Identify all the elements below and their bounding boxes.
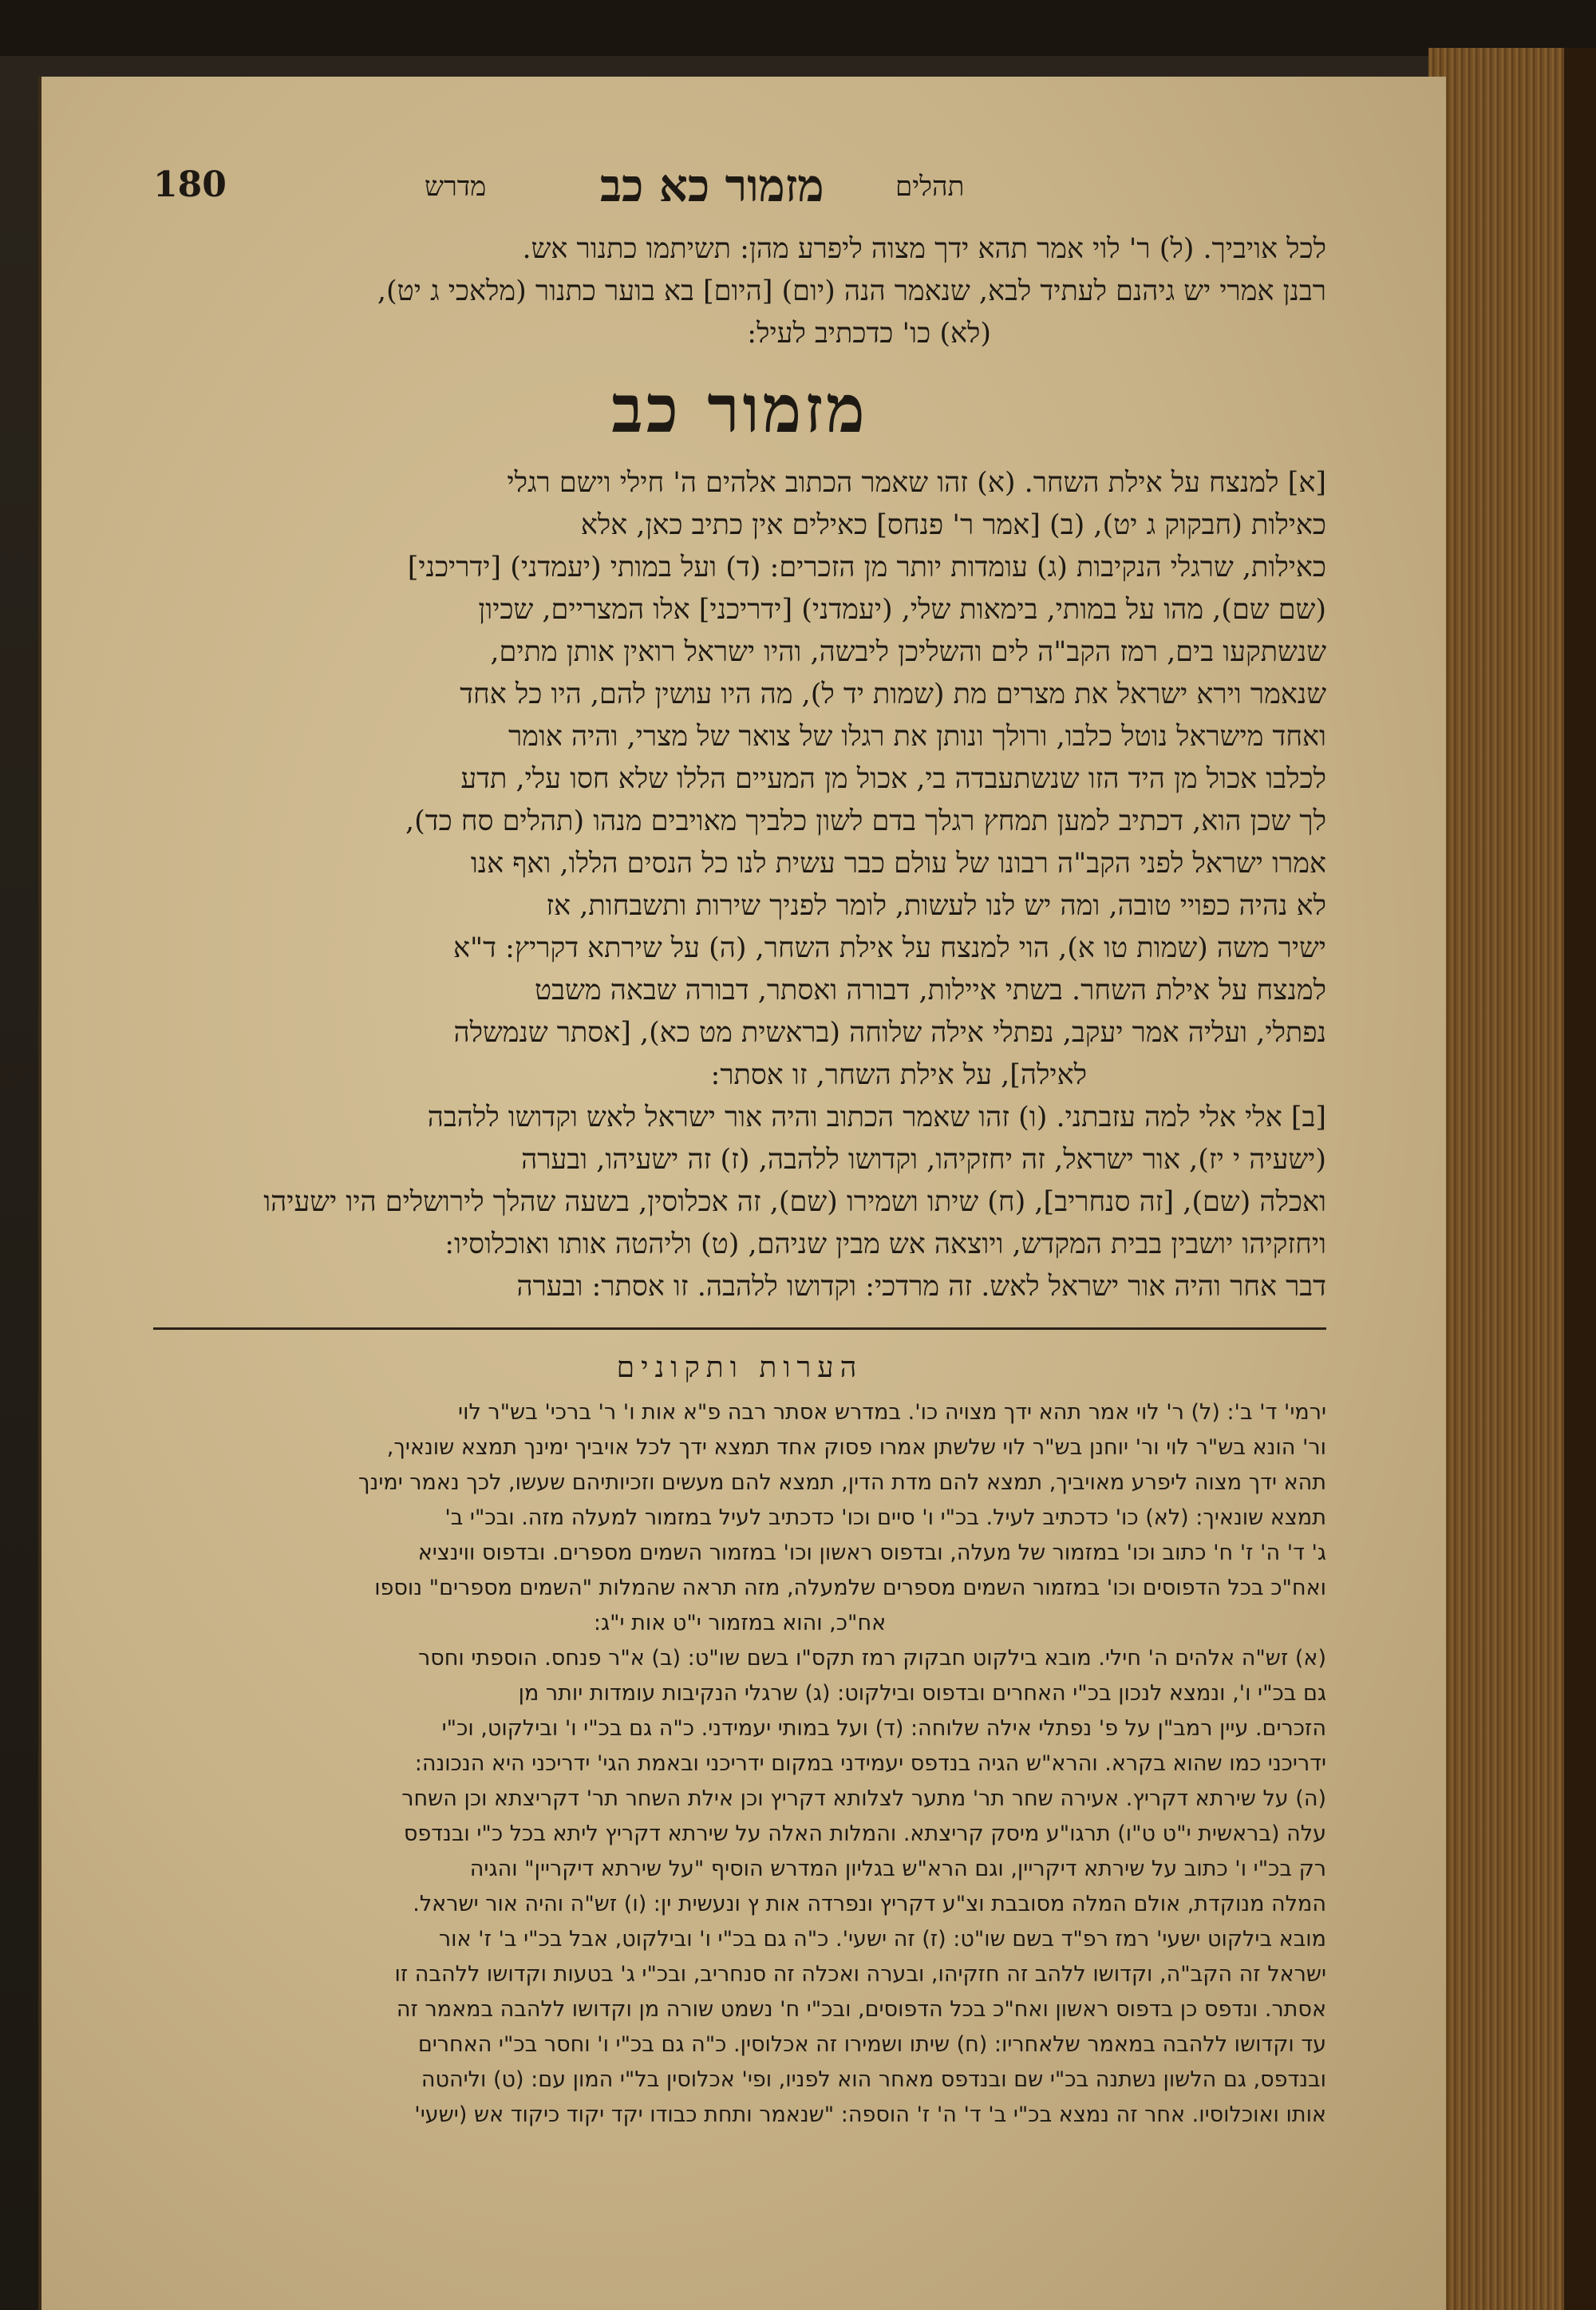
text-line: ויחזקיהו יושבין בבית המקדש, ויוצאה אש מבין שניהם, (ט) וליהטה אותו ואוכלוסיו:: [444, 1228, 1326, 1260]
text-line: [ב] אלי אלי למה עזבתני. (ו) זהו שאמר הכתוב והיה אור ישראל לאש וקדושו ללהבה: [427, 1102, 1326, 1133]
note-line: מובא בילקוט ישעי' רמז רפ"ד בשם שו"ט: (ז) זה ישעי'. כ"ה גם בכ"י ו' ובילקוט, אבל בכ"י ב' ז' אור: [438, 1927, 1326, 1952]
note-line: המלה מנוקדת, אולם המלה מסובבת וצ"ע דקריץ ונפרדה אות ץ ונעשית ין: (ו) זש"ה והיה אור ישראל.: [413, 1892, 1326, 1916]
note-line: ישראל זה הקב"ה, וקדושו ללהב זה חזקיהו, ובערה ואכלה זה סנחריב, ובכ"י ג' בטעות וקדושו ללהבה זו: [394, 1962, 1326, 1987]
text-line: [א] למנצח על אילת השחר. (א) זהו שאמר הכתוב אלהים ה' חילי וישם רגלי: [507, 467, 1326, 499]
note-line: גם בכ"י ו', ונמצא לנכון בכ"י האחרים ובדפוס ובילקוט: (ג) שרגלי הנקיבות עומדות יותר מן: [518, 1681, 1326, 1706]
text-line: דבר אחר והיה אור ישראל לאש. זה מרדכי: וקדושו ללהבה. זו אסתר: ובערה: [516, 1271, 1326, 1303]
note-line: ידריכני כמו שהוא בקרא. והרא"ש הגיה בנדפס יעמידני במקום ידריכני ובאמת הגי' ידריכני היא הנכונה:: [414, 1751, 1326, 1776]
note-line: הזכרים. עיין רמב"ן על פ' נפתלי אילה שלוחה: (ד) ועל במותי יעמידני. כ"ה גם בכ"י ו' ובילקוט, וכ"י: [441, 1716, 1326, 1741]
text-line: לכל אויביך. (ל) ר' לוי אמר תהא ידך מצוה ליפרע מהן: תשיתמו כתנור אש.: [522, 233, 1326, 265]
text-line: כאילות (חבקוק ג יט), (ב) [אמר ר' פנחס] כאילים אין כתיב כאן, אלא: [580, 509, 1326, 541]
note-line: אסתר. ונדפס כן בדפוס ראשון ואח"כ בכל הדפוסים, ובכ"י ח' נשמט שורה מן וקדושו ללהבה במאמר זה: [396, 1997, 1326, 2022]
text-line: (שם שם), מהו על במותי, בימאות שלי, (יעמדני) [ידריכני] אלו המצריים, שכיון: [478, 594, 1326, 626]
notes-heading: הערות ותקונים: [616, 1351, 863, 1384]
text-line: ואכלה (שם), [זה סנחריב], (ח) שיתו ושמירו (שם), זה אכלוסין, בשעה שהלך לירושלים היו ישעיהו: [263, 1186, 1326, 1218]
note-line: ובנדפס, גם הלשון נשתנה בכ"י שם ובנדפס מאחר הוא לפניו, ופי' אכלוסין בל"י המון עם: (ט) וליהטה: [421, 2067, 1326, 2092]
notes-section: [153, 1395, 1326, 2133]
psalm-heading: מזמור כב: [611, 371, 868, 448]
text-line: למנצח על אילת השחר. בשתי איילות, דבורה ואסתר, דבורה שבאה משבט: [535, 975, 1326, 1007]
text-line: שנשתקעו בים, רמז הקב"ה לים והשליכן ליבשה, והיו ישראל רואין אותן מתים,: [490, 636, 1326, 668]
header-psalm-title: מזמור כא כב: [600, 160, 824, 212]
note-line: (ה) על שירתא דקריץ. אעירה שחר תר' מתער לצלותא דקריץ וכן אילת השחר תר' דקריצתא וכן השחר: [401, 1786, 1326, 1811]
main-text: [153, 462, 1326, 1308]
note-line: ואח"כ בכל הדפוסים וכו' במזמור השמים מספרים שלמעלה, מזה תראה שהמלות "השמים מספרים" נוספו: [374, 1576, 1326, 1600]
note-line: עד וקדושו ללהבה במאמר שלאחריו: (ח) שיתו ושמירו זה אכלוסין. כ"ה גם בכ"י ו' וחסר בכ"י האחרים: [417, 2032, 1326, 2057]
text-line: לא נהיה כפויי טובה, ומה יש לנו לעשות, לומר לפניך שירות ותשבחות, אז: [546, 890, 1326, 922]
text-line: שנאמר וירא ישראל את מצרים מת (שמות יד ל), מה היו עושין להם, היו כל אחד: [460, 678, 1326, 710]
book-cover-edge: [1564, 48, 1596, 2310]
header-book-name: תהלים: [895, 171, 965, 203]
text-line: (לא) כו' כדכתיב לעיל:: [747, 318, 991, 350]
note-line: ור' הונא בש"ר לוי ור' יוחנן בש"ר לוי שלשתן אמרו פסוק אחד תמצא ידך לכל אויביך ימינך תמצא שונאיך,: [386, 1435, 1326, 1460]
note-line: ג' ד' ה' ז' ח' כתוב וכו' במזמור של מעלה, ובדפוס ראשון וכו' במזמור השמים מספרים. ובדפוס ווינציא: [417, 1541, 1326, 1565]
text-line: כאילות, שרגלי הנקיבות (ג) עומדות יותר מן הזכרים: (ד) ועל במותי (יעמדני) [ידריכני]: [407, 552, 1326, 583]
running-header: [153, 160, 1326, 228]
note-line: עלה (בראשית י"ט ט"ו) תרגו"ע מיסק קריצתא. והמלות האלה על שירתא דקריץ ליתא בכל כ"י ובנדפס: [403, 1821, 1326, 1846]
top-continuation: [153, 228, 1326, 355]
note-line: רק בכ"י ו' כתוב על שירתא דיקריין, וגם הרא"ש בגליון המדרש הוסיף "על שירתא דיקריין" והגיה: [469, 1857, 1326, 1881]
text-line: ואחד מישראל נוטל כלבו, ורולך ונותן את רגלו של צואר של מצרי, והיה אומר: [508, 721, 1326, 753]
page-number: 180: [153, 164, 227, 205]
text-line: ישיר משה (שמות טו א), הוי למנצח על אילת השחר, (ה) על שירתא דקריץ: ד"א: [453, 932, 1326, 964]
text-line: (ישעיה י יז), אור ישראל, זה יחזקיהו, וקדושו ללהבה, (ז) זה ישעיהו, ובערה: [521, 1144, 1326, 1176]
note-line: אח"כ, והוא במזמור י"ט אות י"ג:: [593, 1611, 887, 1636]
header-midrash-label: מדרש: [425, 171, 487, 203]
text-line: לך שכן הוא, דכתיב למען תמחץ רגלך בדם לשון כלביך מאויבים מנהו (תהלים סח כד),: [405, 805, 1326, 837]
text-line: רבנן אמרי יש גיהנם לעתיד לבא, שנאמר הנה (יום) [היום] בא בוער כתנור (מלאכי ג יט),: [377, 275, 1326, 307]
text-line: לכלבו אכול מן היד הזו שנשתעבדה בי, אכול מן המעיים הללו שלא חסו עלי, תדע: [460, 763, 1326, 795]
text-line: לאילה], על אילת השחר, זו אסתר:: [710, 1059, 1087, 1091]
section-divider: [153, 1327, 1326, 1330]
note-line: אותו ואוכלוסיו. אחר זה נמצא בכ"י ב' ד' ה' ז' הוספה: "שנאמר ותחת כבודו יקד יקוד כיקוד אש (ישעי': [414, 2102, 1326, 2127]
text-block: [153, 160, 1326, 2133]
note-line: תהא ידך מצוה ליפרע מאויביך, תמצא להם מדת הדין, תמצא להם מעשים וזכיותיהם שעשו, לכך נאמר ימינך: [358, 1470, 1326, 1495]
note-line: (א) זש"ה אלהים ה' חילי. מובא בילקוט חבקוק רמז תקס"ו בשם שו"ט: (ב) א"ר פנחס. הוספתי וחסר: [418, 1646, 1326, 1671]
book-page: [38, 77, 1446, 2310]
top-dark-edge: [0, 0, 1596, 56]
note-line: ירמי' ד' ב': (ל) ר' לוי אמר תהא ידך מצויה כו'. במדרש אסתר רבה פ"א אות ו' ר' ברכי' בש"ר לוי: [458, 1400, 1326, 1425]
note-line: תמצא שונאיך: (לא) כו' כדכתיב לעיל. בכ"י ו' סיים וכו' כדכתיב לעיל במזמור למעלה מזה. ובכ"י ב': [444, 1505, 1326, 1530]
text-line: נפתלי, ועליה אמר יעקב, נפתלי אילה שלוחה (בראשית מט כא), [אסתר שנמשלה: [453, 1017, 1326, 1049]
text-line: אמרו ישראל לפני הקב"ה רבונו של עולם כבר עשית לנו כל הנסים הללו, ואף אנו: [470, 848, 1326, 880]
